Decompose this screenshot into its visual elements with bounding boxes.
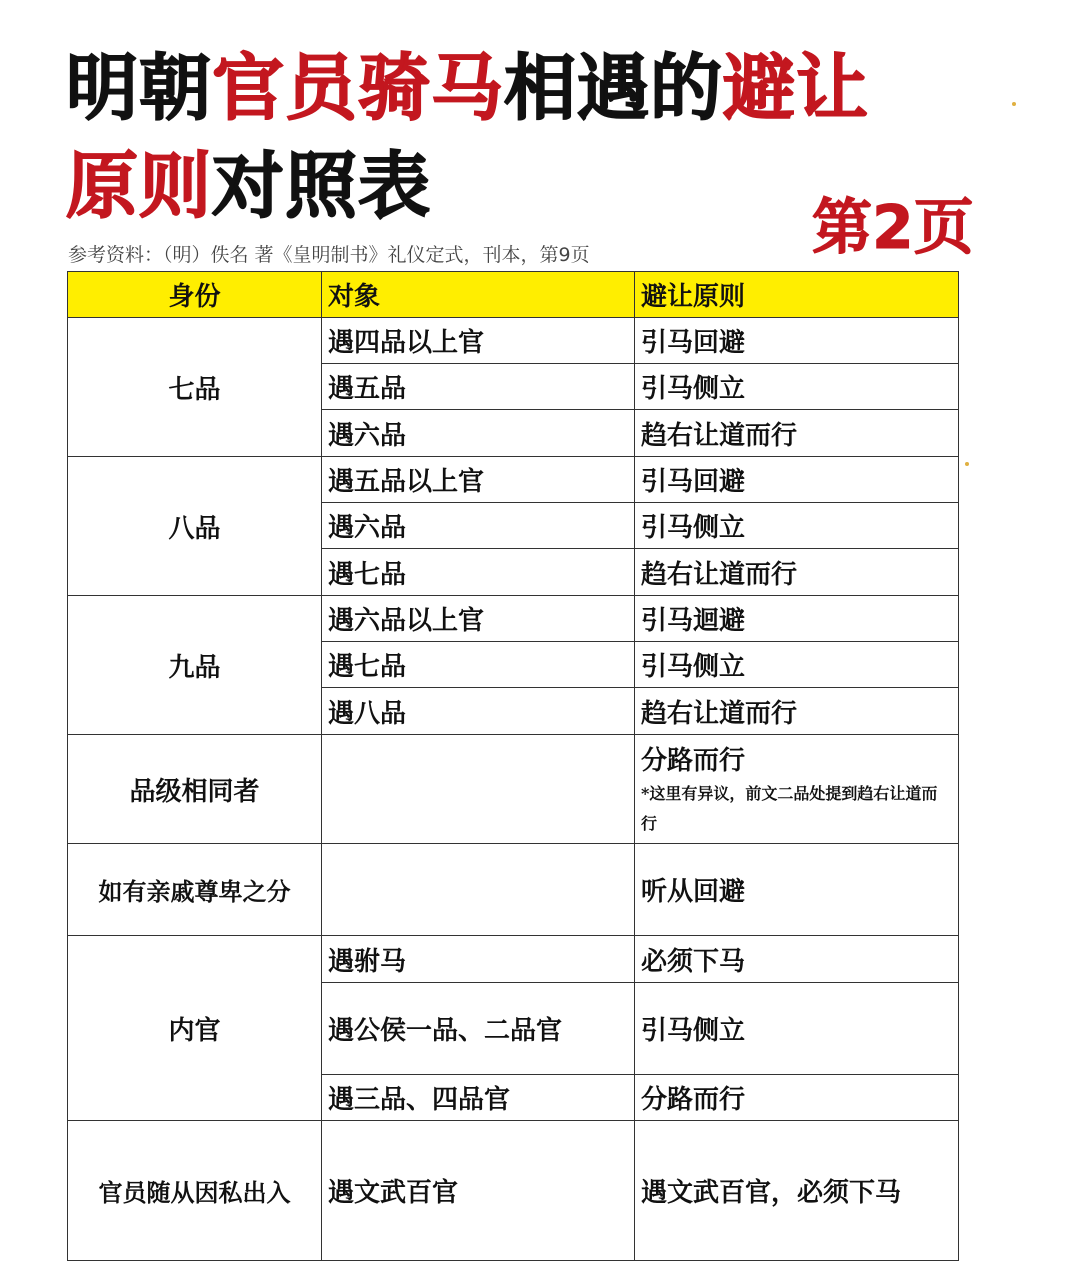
identity-cell: 如有亲戚尊卑之分 — [68, 844, 322, 936]
rule-cell — [635, 735, 959, 844]
target-cell: 遇三品、四品官 — [322, 1075, 635, 1121]
header-target: 对象 — [322, 272, 635, 318]
table-body — [68, 318, 959, 1261]
source-citation: 参考资料：（明）佚名 著《皇明制书》礼仪定式，刊本，第9页 — [68, 244, 590, 266]
target-cell: 遇文武百官 — [322, 1121, 635, 1261]
target-cell: 遇六品以上官 — [322, 596, 635, 642]
table-row — [68, 318, 959, 364]
title-segment: 避让 — [723, 46, 870, 130]
identity-cell: 七品 — [68, 318, 322, 457]
rule-cell: 听从回避 — [635, 844, 959, 936]
target-cell: 遇六品 — [322, 503, 635, 549]
rule-text: 分路而行 — [641, 745, 746, 776]
title-segment: 对照表 — [212, 144, 432, 228]
table-row — [68, 457, 959, 503]
avoidance-rules-table — [67, 271, 959, 1261]
decorative-sparkle — [1012, 102, 1016, 106]
rule-cell: 遇文武百官，必须下马 — [635, 1121, 959, 1261]
title-segment: 原则 — [66, 144, 213, 228]
target-cell: 遇七品 — [322, 642, 635, 688]
rule-cell: 引马侧立 — [635, 503, 959, 549]
rule-cell: 引马侧立 — [635, 642, 959, 688]
target-cell: 遇五品 — [322, 364, 635, 410]
rule-cell: 趋右让道而行 — [635, 549, 959, 596]
table-row — [68, 1121, 959, 1261]
target-cell: 遇公侯一品、二品官 — [322, 983, 635, 1075]
title-line-2 — [66, 144, 432, 228]
identity-cell: 品级相同者 — [68, 735, 322, 844]
rule-footnote: *这里有异议，前文二品处提到趋右让道而行 — [641, 783, 938, 833]
rule-cell: 趋右让道而行 — [635, 688, 959, 735]
header-rule: 避让原则 — [635, 272, 959, 318]
identity-cell: 内官 — [68, 936, 322, 1121]
rule-cell: 引马侧立 — [635, 983, 959, 1075]
title-line-1 — [66, 46, 870, 130]
rule-cell: 引马迴避 — [635, 596, 959, 642]
target-cell: 遇八品 — [322, 688, 635, 735]
table-row — [68, 936, 959, 983]
identity-cell: 官员随从因私出入 — [68, 1121, 322, 1261]
target-cell: 遇六品 — [322, 410, 635, 457]
identity-cell: 八品 — [68, 457, 322, 596]
title-segment: 官员骑马 — [212, 46, 505, 130]
target-cell: 遇四品以上官 — [322, 318, 635, 364]
target-cell: 遇五品以上官 — [322, 457, 635, 503]
table-row — [68, 735, 959, 844]
identity-cell: 九品 — [68, 596, 322, 735]
target-cell: 遇七品 — [322, 549, 635, 596]
target-cell — [322, 844, 635, 936]
title-segment: 相遇的 — [504, 46, 724, 130]
decorative-sparkle — [965, 462, 969, 466]
title-segment: 明朝 — [66, 46, 213, 130]
header-identity: 身份 — [68, 272, 322, 318]
table-row — [68, 596, 959, 642]
rule-cell: 趋右让道而行 — [635, 410, 959, 457]
page-number-badge: 第2页 — [812, 193, 974, 263]
rule-cell: 分路而行 — [635, 1075, 959, 1121]
table-row — [68, 844, 959, 936]
target-cell — [322, 735, 635, 844]
rule-cell: 必须下马 — [635, 936, 959, 983]
target-cell: 遇驸马 — [322, 936, 635, 983]
header-row — [68, 272, 959, 318]
rule-cell: 引马回避 — [635, 318, 959, 364]
rule-cell: 引马回避 — [635, 457, 959, 503]
rule-cell: 引马侧立 — [635, 364, 959, 410]
